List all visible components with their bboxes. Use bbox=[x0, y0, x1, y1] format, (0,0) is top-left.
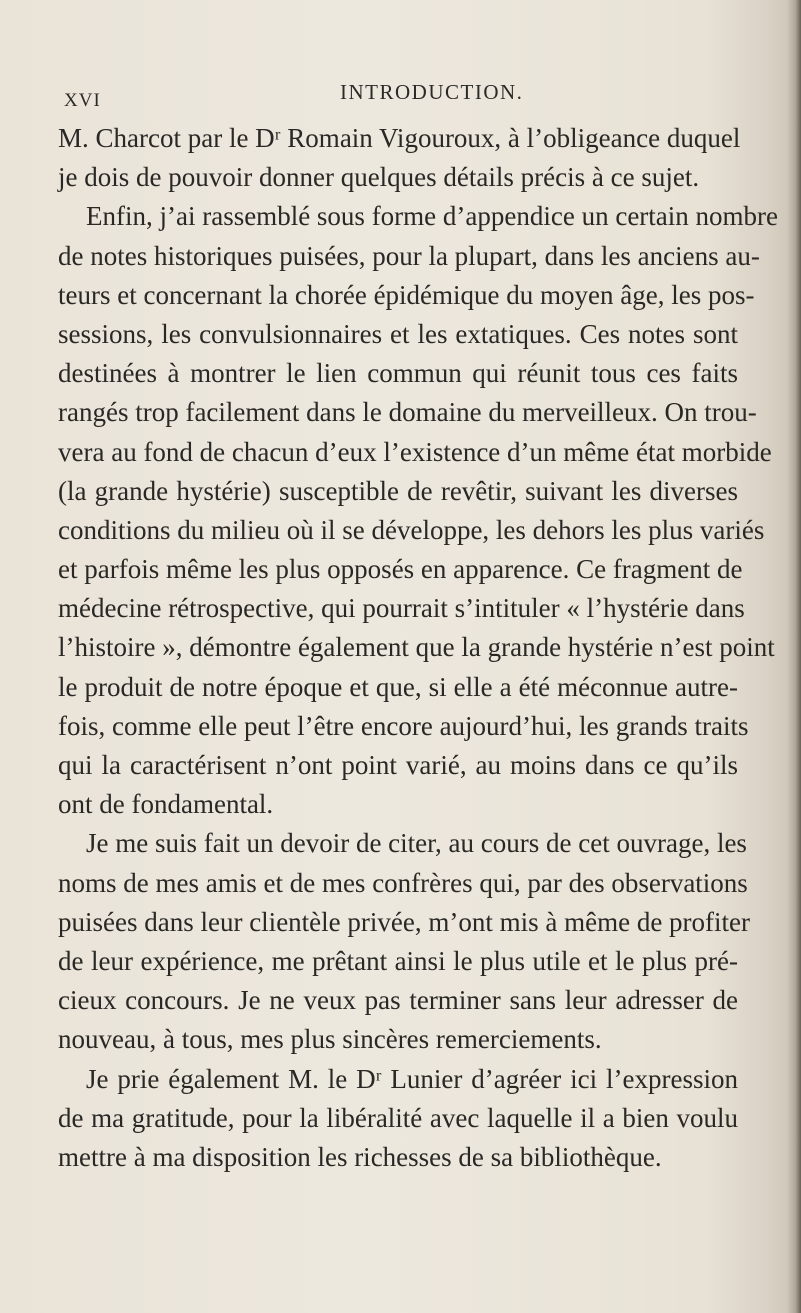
text-line: mettre à ma disposition les richesses de sa bibliothèque. bbox=[58, 1141, 662, 1172]
text-line: M. Charcot par le Dʳ Romain Vigouroux, à l’obligeance duquel bbox=[58, 123, 741, 153]
text-line: médecine rétrospective, qui pourrait s’intituler « l’hystérie dans bbox=[58, 593, 745, 624]
text-line: (la grande hystérie) susceptible de revêtir, suivant les diverses bbox=[58, 475, 738, 506]
text-line: Enfin, j’ai rassemblé sous forme d’appendice un certain nombre bbox=[86, 201, 779, 232]
text-line: destinées à montrer le lien commun qui réunit tous ces faits bbox=[58, 358, 738, 389]
text-line: cieux concours. Je ne veux pas terminer sans leur adresser de bbox=[58, 985, 738, 1016]
text-line: qui la caractérisent n’ont point varié, au moins dans ce qu’ils bbox=[58, 750, 738, 780]
text-line: rangés trop facilement dans le domaine du merveilleux. On trou- bbox=[58, 397, 757, 428]
text-line: ont de fondamental. bbox=[58, 789, 274, 820]
text-line: de notes historiques puisées, pour la plupart, dans les anciens au- bbox=[58, 240, 760, 271]
text-line: fois, comme elle peut l’être encore aujourd’hui, les grands traits bbox=[58, 710, 749, 741]
running-head: INTRODUCTION. bbox=[340, 80, 524, 104]
page-number: XVI bbox=[64, 90, 101, 111]
text-line: l’histoire », démontre également que la grande hystérie n’est point bbox=[58, 632, 775, 663]
body-text bbox=[58, 119, 779, 1177]
text-line: je dois de pouvoir donner quelques détails précis à ce sujet. bbox=[58, 162, 700, 193]
text-line: le produit de notre époque et que, si elle a été méconnue autre- bbox=[58, 671, 738, 702]
text-line: de ma gratitude, pour la libéralité avec laquelle il a bien voulu bbox=[58, 1102, 738, 1133]
page-header bbox=[64, 80, 724, 116]
text-line: conditions du milieu où il se développe, les dehors les plus variés bbox=[58, 514, 765, 545]
text-line: de leur expérience, me prêtant ainsi le plus utile et le plus pré- bbox=[58, 945, 738, 976]
text-line: nouveau, à tous, mes plus sincères remerciements. bbox=[58, 1024, 602, 1055]
text-line: puisées dans leur clientèle privée, m’ont mis à même de profiter bbox=[58, 906, 751, 937]
text-line: noms de mes amis et de mes confrères qui, par des observations bbox=[58, 867, 748, 898]
text-line: et parfois même les plus opposés en apparence. Ce fragment de bbox=[58, 554, 743, 585]
text-line: Je prie également M. le Dʳ Lunier d’agréer ici l’expression bbox=[86, 1063, 738, 1094]
page-edge-shadow bbox=[787, 0, 801, 1313]
text-line: Je me suis fait un devoir de citer, au cours de cet ouvrage, les bbox=[86, 828, 747, 859]
text-line: sessions, les convulsionnaires et les extatiques. Ces notes sont bbox=[58, 318, 738, 349]
text-line: teurs et concernant la chorée épidémique du moyen âge, les pos- bbox=[58, 279, 755, 310]
text-line: vera au fond de chacun d’eux l’existence d’un même état morbide bbox=[58, 436, 772, 467]
